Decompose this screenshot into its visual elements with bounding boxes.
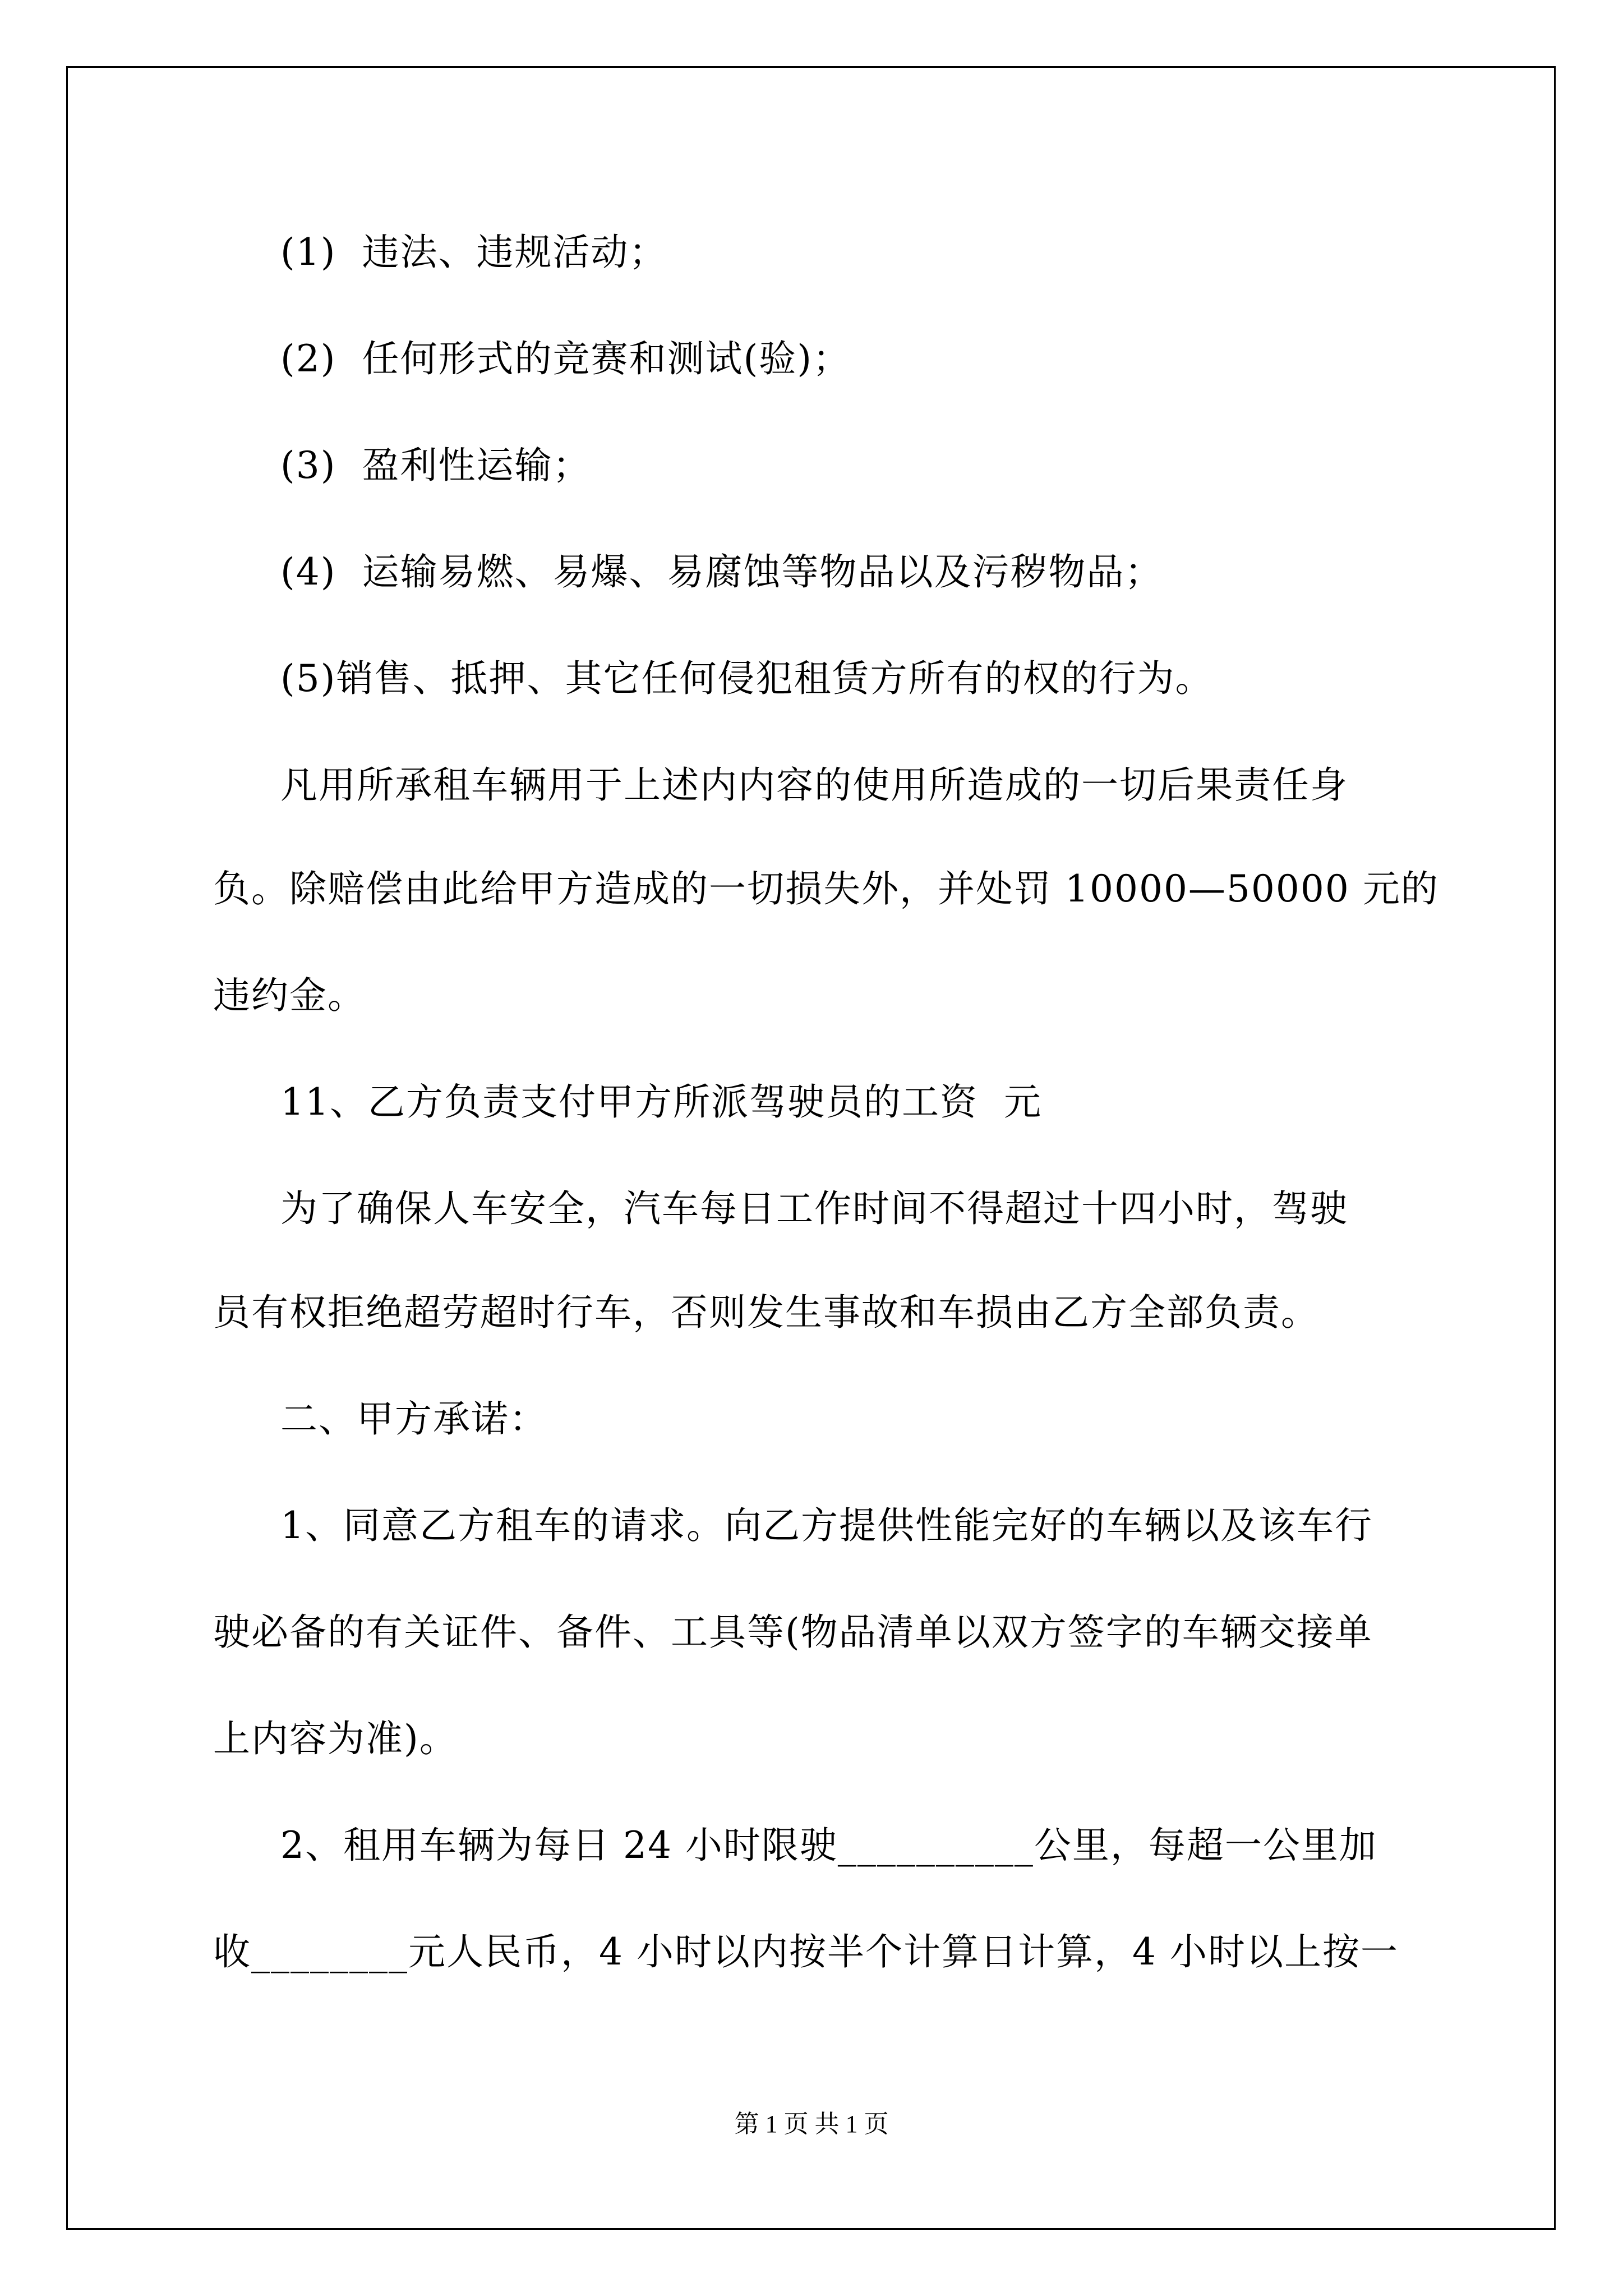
list-item-1: (1) 违法、违规活动； — [280, 231, 667, 274]
paragraph-line: 违约金。 — [213, 974, 366, 1017]
page-footer: 第 1 页 共 1 页 — [734, 2110, 889, 2138]
list-item-2: (2) 任何形式的竞赛和测试(验)； — [280, 337, 851, 380]
list-item-4: (4) 运输易燃、易爆、易腐蚀等物品以及污秽物品； — [280, 550, 1163, 593]
page-border — [66, 66, 1556, 2230]
paragraph-line: 驶必备的有关证件、备件、工具等(物品清单以双方签字的车辆交接单 — [213, 1611, 1373, 1654]
paragraph-line: 为了确保人车安全，汽车每日工作时间不得超过十四小时，驾驶 — [280, 1187, 1348, 1230]
clause-11: 11、乙方负责支付甲方所派驾驶员的工资 元 — [280, 1080, 1042, 1124]
paragraph-line: 负。除赔偿由此给甲方造成的一切损失外，并处罚 10000—50000 元的 — [213, 867, 1439, 910]
paragraph-line: 1、同意乙方租车的请求。向乙方提供性能完好的车辆以及该车行 — [280, 1504, 1373, 1547]
paragraph-line: 凡用所承租车辆用于上述内内容的使用所造成的一切后果责任身 — [280, 763, 1348, 807]
paragraph-line: 2、租用车辆为每日 24 小时限驶__________公里，每超一公里加 — [280, 1824, 1377, 1867]
paragraph-line: 收________元人民币，4 小时以内按半个计算日计算，4 小时以上按一 — [213, 1930, 1399, 1973]
list-item-3: (3) 盈利性运输； — [280, 444, 591, 487]
section-heading: 二、甲方承诺： — [280, 1397, 547, 1441]
paragraph-line: 员有权拒绝超劳超时行车，否则发生事故和车损由乙方全部负责。 — [213, 1291, 1319, 1334]
list-item-5: (5)销售、抵押、其它任何侵犯租赁方所有的权的行为。 — [280, 657, 1214, 700]
paragraph-line: 上内容为准)。 — [213, 1717, 458, 1760]
